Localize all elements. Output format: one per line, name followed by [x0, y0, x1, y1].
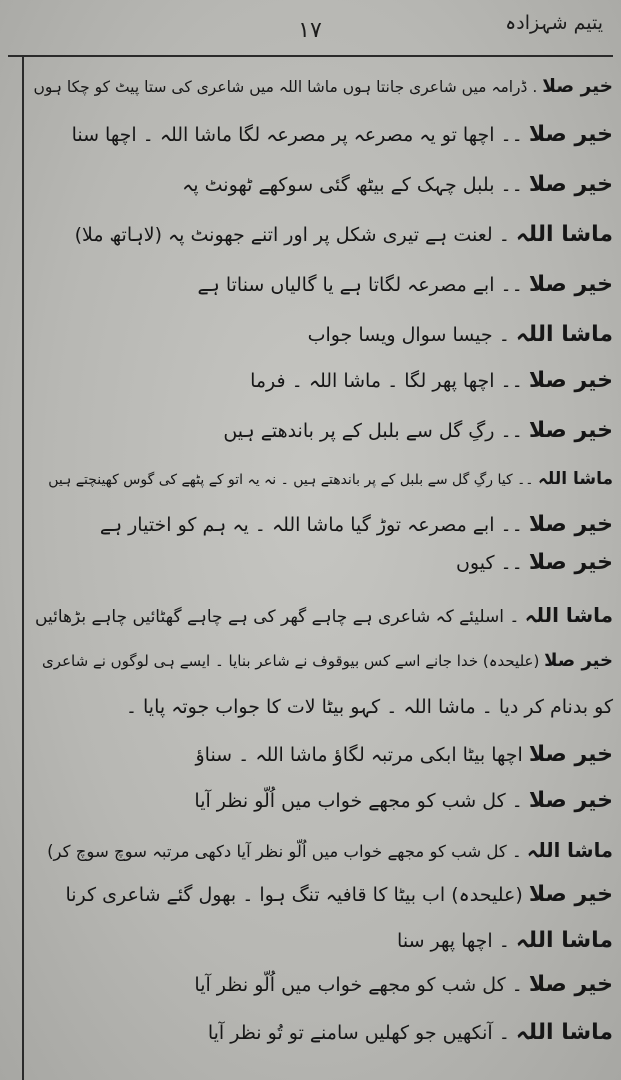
- dialogue-line: [33, 72, 613, 102]
- dialogue-text-line: ۔ لعنت ہے تیری شکل پر اور اتنے جھونٹ پہ (لاہاتھ ملا): [74, 224, 510, 246]
- dialogue-line: [47, 836, 613, 867]
- dialogue-line: [182, 170, 613, 200]
- speaker-name: خیر صلا: [528, 550, 613, 575]
- speaker-name: خیر صلا: [528, 742, 613, 767]
- dialogue-text-line: ۔۔ ابے مصرعہ لگاتا ہے یا گالیاں سناتا ہے: [197, 274, 523, 296]
- dialogue-text-line: کو بدنام کر دیا ۔ ماشا اللہ ۔ کہو بیٹا لات کا جواب جوتہ پایا ۔: [125, 696, 613, 718]
- dialogue-line: [223, 416, 613, 446]
- speaker-name: خیر صلا: [528, 882, 613, 907]
- dialogue-line: [65, 880, 613, 910]
- dialogue-text-line: ۔۔ ابے مصرعہ توڑ گیا ماشا اللہ ۔ یہ ہم کو اختیار ہے: [99, 514, 523, 536]
- dialogue-text-line: (علیحدہ) اب بیٹا کا قافیہ تنگ ہوا ۔ بھول گئے شاعری کرنا: [65, 884, 523, 906]
- dialogue-line: [75, 220, 613, 250]
- dialogue-line: [42, 646, 613, 676]
- speaker-name: خیر صلا: [528, 122, 613, 147]
- dialogue-line: [48, 464, 613, 495]
- dialogue-text-line: ۔۔ کیوں: [455, 552, 523, 574]
- dialogue-text-line: ۔۔ بلبل چہک کے بیٹھ گئی سوکھے ٹھونٹ پہ: [182, 174, 523, 196]
- dialogue-text-line: ۔۔ رگِ گل سے بلبل کے پر باندھتے ہیں: [223, 420, 523, 442]
- dialogue-text-line: ۔ کل شب کو مجھے خواب میں اُلّو نظر آیا دکھی مرتبہ سوچ سوچ کر): [47, 842, 522, 861]
- dialogue-line: [72, 120, 613, 150]
- speaker-name: ماشا اللہ: [515, 222, 613, 247]
- dialogue-line: [100, 510, 613, 540]
- speaker-name: ماشا اللہ: [515, 322, 613, 347]
- dialogue-line: [198, 270, 613, 300]
- dialogue-text-line: ۔ اسلیئے کہ شاعری ہے چاہے گھر کی ہے چاہے گھٹائیں چاہے بڑھائیں: [35, 607, 520, 627]
- dialogue-line: [250, 366, 613, 396]
- dialogue-text-line: ۔۔ کیا رگِ گل سے بلبل کے پر باندھتے ہیں ۔ نہ یہ اتو کے پٹھے کی گوس کھینچتے ہیں: [48, 472, 534, 488]
- left-border-rule: [22, 55, 24, 1080]
- dialogue-line: [208, 1018, 613, 1048]
- page-number: ١٧: [298, 18, 322, 43]
- speaker-name: خیر صلا: [528, 418, 613, 443]
- dialogue-text-line: ۔۔ اچھا پھر لگا ۔ ماشا اللہ ۔ فرما: [250, 370, 523, 392]
- speaker-name: خیر صلا: [528, 788, 613, 813]
- speaker-name: ماشا اللہ: [515, 928, 613, 953]
- dialogue-text-line: (علیحدہ) خدا جانے اسے کس بیوقوف نے شاعر بنایا ۔ ایسے ہی لوگوں نے شاعری: [42, 652, 540, 670]
- speaker-name: خیر صلا: [528, 172, 613, 197]
- dialogue-line: [126, 692, 613, 722]
- dialogue-line: [456, 548, 613, 578]
- dialogue-text-line: اچھا بیٹا ابکی مرتبہ لگاؤ ماشا اللہ ۔ سناؤ: [195, 744, 523, 766]
- dialogue-line: [194, 970, 613, 1000]
- speaker-name: ماشا اللہ: [537, 469, 613, 489]
- dialogue-text-line: . ڈرامہ میں شاعری جانتا ہوں ماشا اللہ میں شاعری کی ستا پیٹ کو چکا ہوں: [33, 78, 538, 96]
- speaker-name: خیر صلا: [528, 972, 613, 997]
- speaker-name: ماشا اللہ: [524, 603, 613, 627]
- running-header-title: یتیم شہزادہ: [505, 12, 603, 34]
- speaker-name: ماشا اللہ: [526, 839, 613, 862]
- dialogue-text-line: ۔ کل شب کو مجھے خواب میں اُلّو نظر آیا: [194, 974, 523, 996]
- dialogue-text-line: ۔ کل شب کو مجھے خواب میں اُلّو نظر آیا: [194, 790, 523, 812]
- dialogue-text-line: ۔ آنکھیں جو کھلیں سامنے تو تُو نظر آیا: [207, 1022, 510, 1044]
- speaker-name: خیر صلا: [542, 76, 613, 97]
- speaker-name: ماشا اللہ: [515, 1020, 613, 1045]
- speaker-name: خیر صلا: [528, 512, 613, 537]
- top-border-rule: [8, 55, 613, 57]
- speaker-name: خیر صلا: [528, 368, 613, 393]
- speaker-name: خیر صلا: [528, 272, 613, 297]
- dialogue-line: [308, 320, 613, 350]
- dialogue-line: [35, 600, 613, 632]
- dialogue-text-line: ۔۔ اچھا تو یہ مصرعہ پر مصرعہ لگا ماشا اللہ ۔ اچھا سنا: [71, 124, 523, 146]
- dialogue-line: [194, 786, 613, 816]
- dialogue-text-line: ۔ اچھا پھر سنا: [397, 930, 510, 952]
- speaker-name: خیر صلا: [544, 650, 613, 671]
- dialogue-line: [195, 740, 613, 770]
- dialogue-text-line: ۔ جیسا سوال ویسا جواب: [307, 324, 510, 346]
- dialogue-line: [397, 926, 613, 956]
